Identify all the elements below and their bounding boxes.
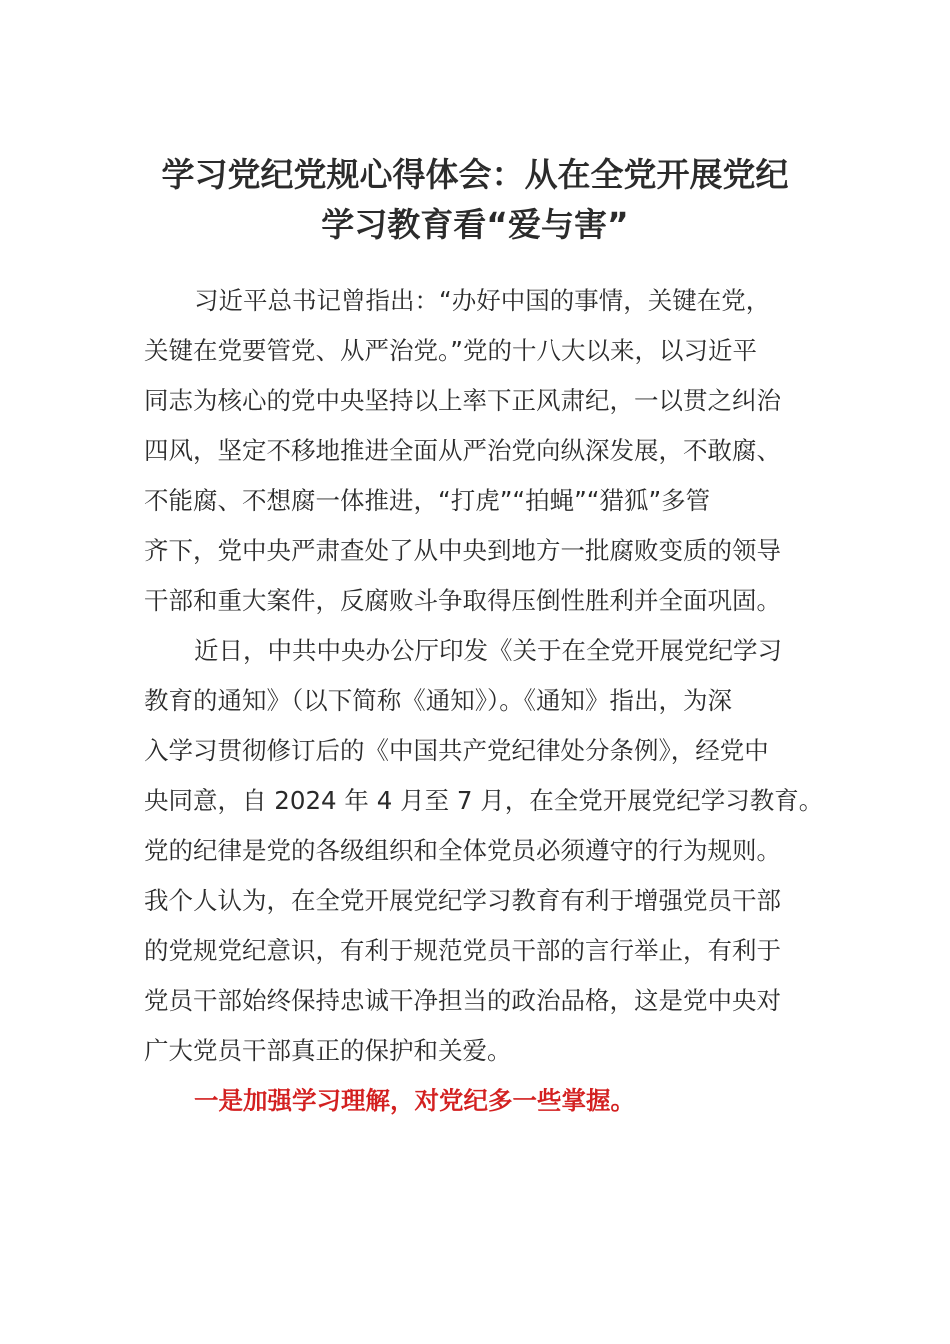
paragraph-2-line-7: 的党规党纪意识，有利于规范党员干部的言行举止，有利于 (144, 936, 781, 965)
paragraph-2-line-8: 党员干部始终保持忠诚干净担当的政治品格，这是党中央对 (144, 986, 781, 1015)
paragraph-2-line-9: 广大党员干部真正的保护和关爱。 (144, 1036, 512, 1065)
paragraph-2-line-2: 教育的通知》（以下简称《通知》）。《通知》指出，为深 (144, 686, 732, 715)
paragraph-1-line-7: 干部和重大案件，反腐败斗争取得压倒性胜利并全面巩固。 (144, 586, 781, 615)
paragraph-2-line-5: 党的纪律是党的各级组织和全体党员必须遵守的行为规则。 (144, 836, 781, 865)
document-title-line-2: 学习教育看“爱与害” (321, 205, 629, 244)
paragraph-1-line-5: 不能腐、不想腐一体推进，“打虎”“拍蝇”“猎狐”多管 (144, 486, 711, 515)
paragraph-2-line-3: 入学习贯彻修订后的《中国共产党纪律处分条例》，经党中 (144, 736, 769, 765)
paragraph-1-line-4: 四风，坚定不移地推进全面从严治党向纵深发展，不敢腐、 (144, 436, 781, 465)
paragraph-2-line-6: 我个人认为，在全党开展党纪学习教育有利于增强党员干部 (144, 886, 781, 915)
paragraph-1-line-6: 齐下，党中央严肃查处了从中央到地方一批腐败变质的领导 (144, 536, 781, 565)
paragraph-1-line-3: 同志为核心的党中央坚持以上率下正风肃纪，一以贯之纠治 (144, 386, 781, 415)
section-heading: 一是加强学习理解，对党纪多一些掌握。 (194, 1086, 635, 1115)
paragraph-1-line-2: 关键在党要管党、从严治党。”党的十八大以来，以习近平 (144, 336, 757, 365)
paragraph-2-line-1: 近日，中共中央办公厅印发《关于在全党开展党纪学习 (194, 636, 782, 665)
paragraph-2-line-4: 央同意，自 2024 年 4 月至 7 月，在全党开展党纪学习教育。 (144, 786, 824, 815)
document-title-line-1: 学习党纪党规心得体会：从在全党开展党纪 (161, 155, 789, 194)
paragraph-1-line-1: 习近平总书记曾指出：“办好中国的事情，关键在党， (194, 286, 771, 315)
